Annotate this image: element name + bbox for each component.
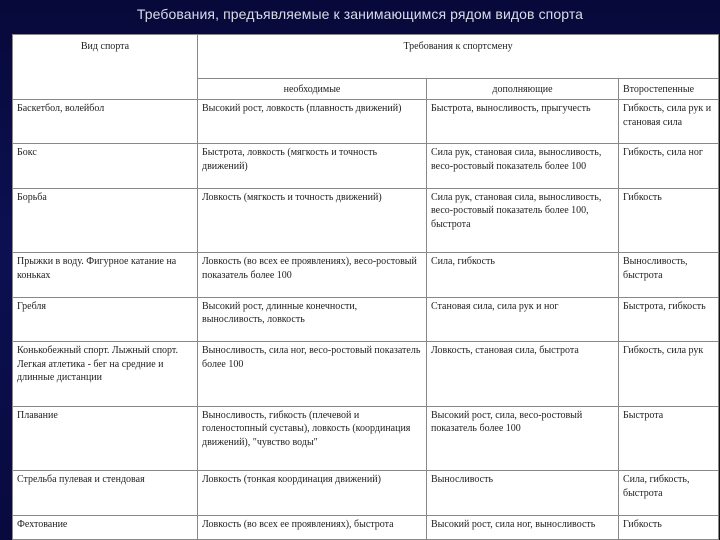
cell-sport: Фехтование (13, 515, 198, 540)
table-row (13, 188, 719, 252)
cell-required: Ловкость (тонкая координация движений) (198, 471, 427, 515)
cell-required: Выносливость, гибкость (плечевой и голеностопный суставы), ловкость (координация движений), "чувство воды" (198, 406, 427, 470)
header-required: необходимые (198, 79, 427, 100)
slide-title: Требования, предъявляемые к занимающимся рядом видов спорта (136, 6, 584, 22)
cell-required: Ловкость (мягкость и точность движений) (198, 188, 427, 252)
cell-secondary: Гибкость, сила рук и становая сила (619, 100, 719, 144)
table-row (13, 342, 719, 406)
header-requirements: Требования к спортсмену (198, 35, 719, 79)
cell-secondary: Сила, гибкость, быстрота (619, 471, 719, 515)
cell-required: Ловкость (во всех ее проявлениях), быстрота (198, 515, 427, 540)
cell-sport: Плавание (13, 406, 198, 470)
header-additional: дополняющие (427, 79, 619, 100)
cell-additional: Сила рук, становая сила, выносливость, весо-ростовый показатель более 100, быстрота (427, 188, 619, 252)
cell-secondary: Выносливость, быстрота (619, 253, 719, 297)
cell-sport: Стрельба пулевая и стендовая (13, 471, 198, 515)
cell-required: Быстрота, ловкость (мягкость и точность движений) (198, 144, 427, 188)
table-row (13, 100, 719, 144)
cell-secondary: Быстрота, гибкость (619, 297, 719, 341)
cell-sport: Бокс (13, 144, 198, 188)
cell-required: Ловкость (во всех ее проявлениях), весо-ростовый показатель более 100 (198, 253, 427, 297)
cell-additional: Становая сила, сила рук и ног (427, 297, 619, 341)
cell-additional: Высокий рост, сила ног, выносливость (427, 515, 619, 540)
table-row (13, 515, 719, 540)
cell-secondary: Гибкость (619, 188, 719, 252)
cell-additional: Быстрота, выносливость, прыгучесть (427, 100, 619, 144)
table-row (13, 253, 719, 297)
cell-secondary: Быстрота (619, 406, 719, 470)
cell-additional: Ловкость, становая сила, быстрота (427, 342, 619, 406)
cell-secondary: Гибкость, сила ног (619, 144, 719, 188)
cell-required: Высокий рост, длинные конечности, выносливость, ловкость (198, 297, 427, 341)
header-sport: Вид спорта (13, 35, 198, 100)
cell-secondary: Гибкость, сила рук (619, 342, 719, 406)
table-body (13, 100, 719, 540)
cell-sport: Баскетбол, волейбол (13, 100, 198, 144)
cell-sport: Гребля (13, 297, 198, 341)
table-row (13, 406, 719, 470)
header-secondary: Второстепенные (619, 79, 719, 100)
cell-sport: Прыжки в воду. Фигурное катание на коньках (13, 253, 198, 297)
cell-sport: Конькобежный спорт. Лыжный спорт. Легкая атлетика - бег на средние и длинные дистанции (13, 342, 198, 406)
table-row (13, 297, 719, 341)
table-row (13, 471, 719, 515)
cell-additional: Сила рук, становая сила, выносливость, весо-ростовый показатель более 100 (427, 144, 619, 188)
cell-required: Выносливость, сила ног, весо-ростовый показатель более 100 (198, 342, 427, 406)
header-row-1 (13, 35, 719, 79)
table-row (13, 144, 719, 188)
cell-additional: Выносливость (427, 471, 619, 515)
cell-additional: Сила, гибкость (427, 253, 619, 297)
requirements-table (12, 34, 719, 540)
cell-required: Высокий рост, ловкость (плавность движений) (198, 100, 427, 144)
cell-sport: Борьба (13, 188, 198, 252)
cell-additional: Высокий рост, сила, весо-ростовый показатель более 100 (427, 406, 619, 470)
cell-secondary: Гибкость (619, 515, 719, 540)
